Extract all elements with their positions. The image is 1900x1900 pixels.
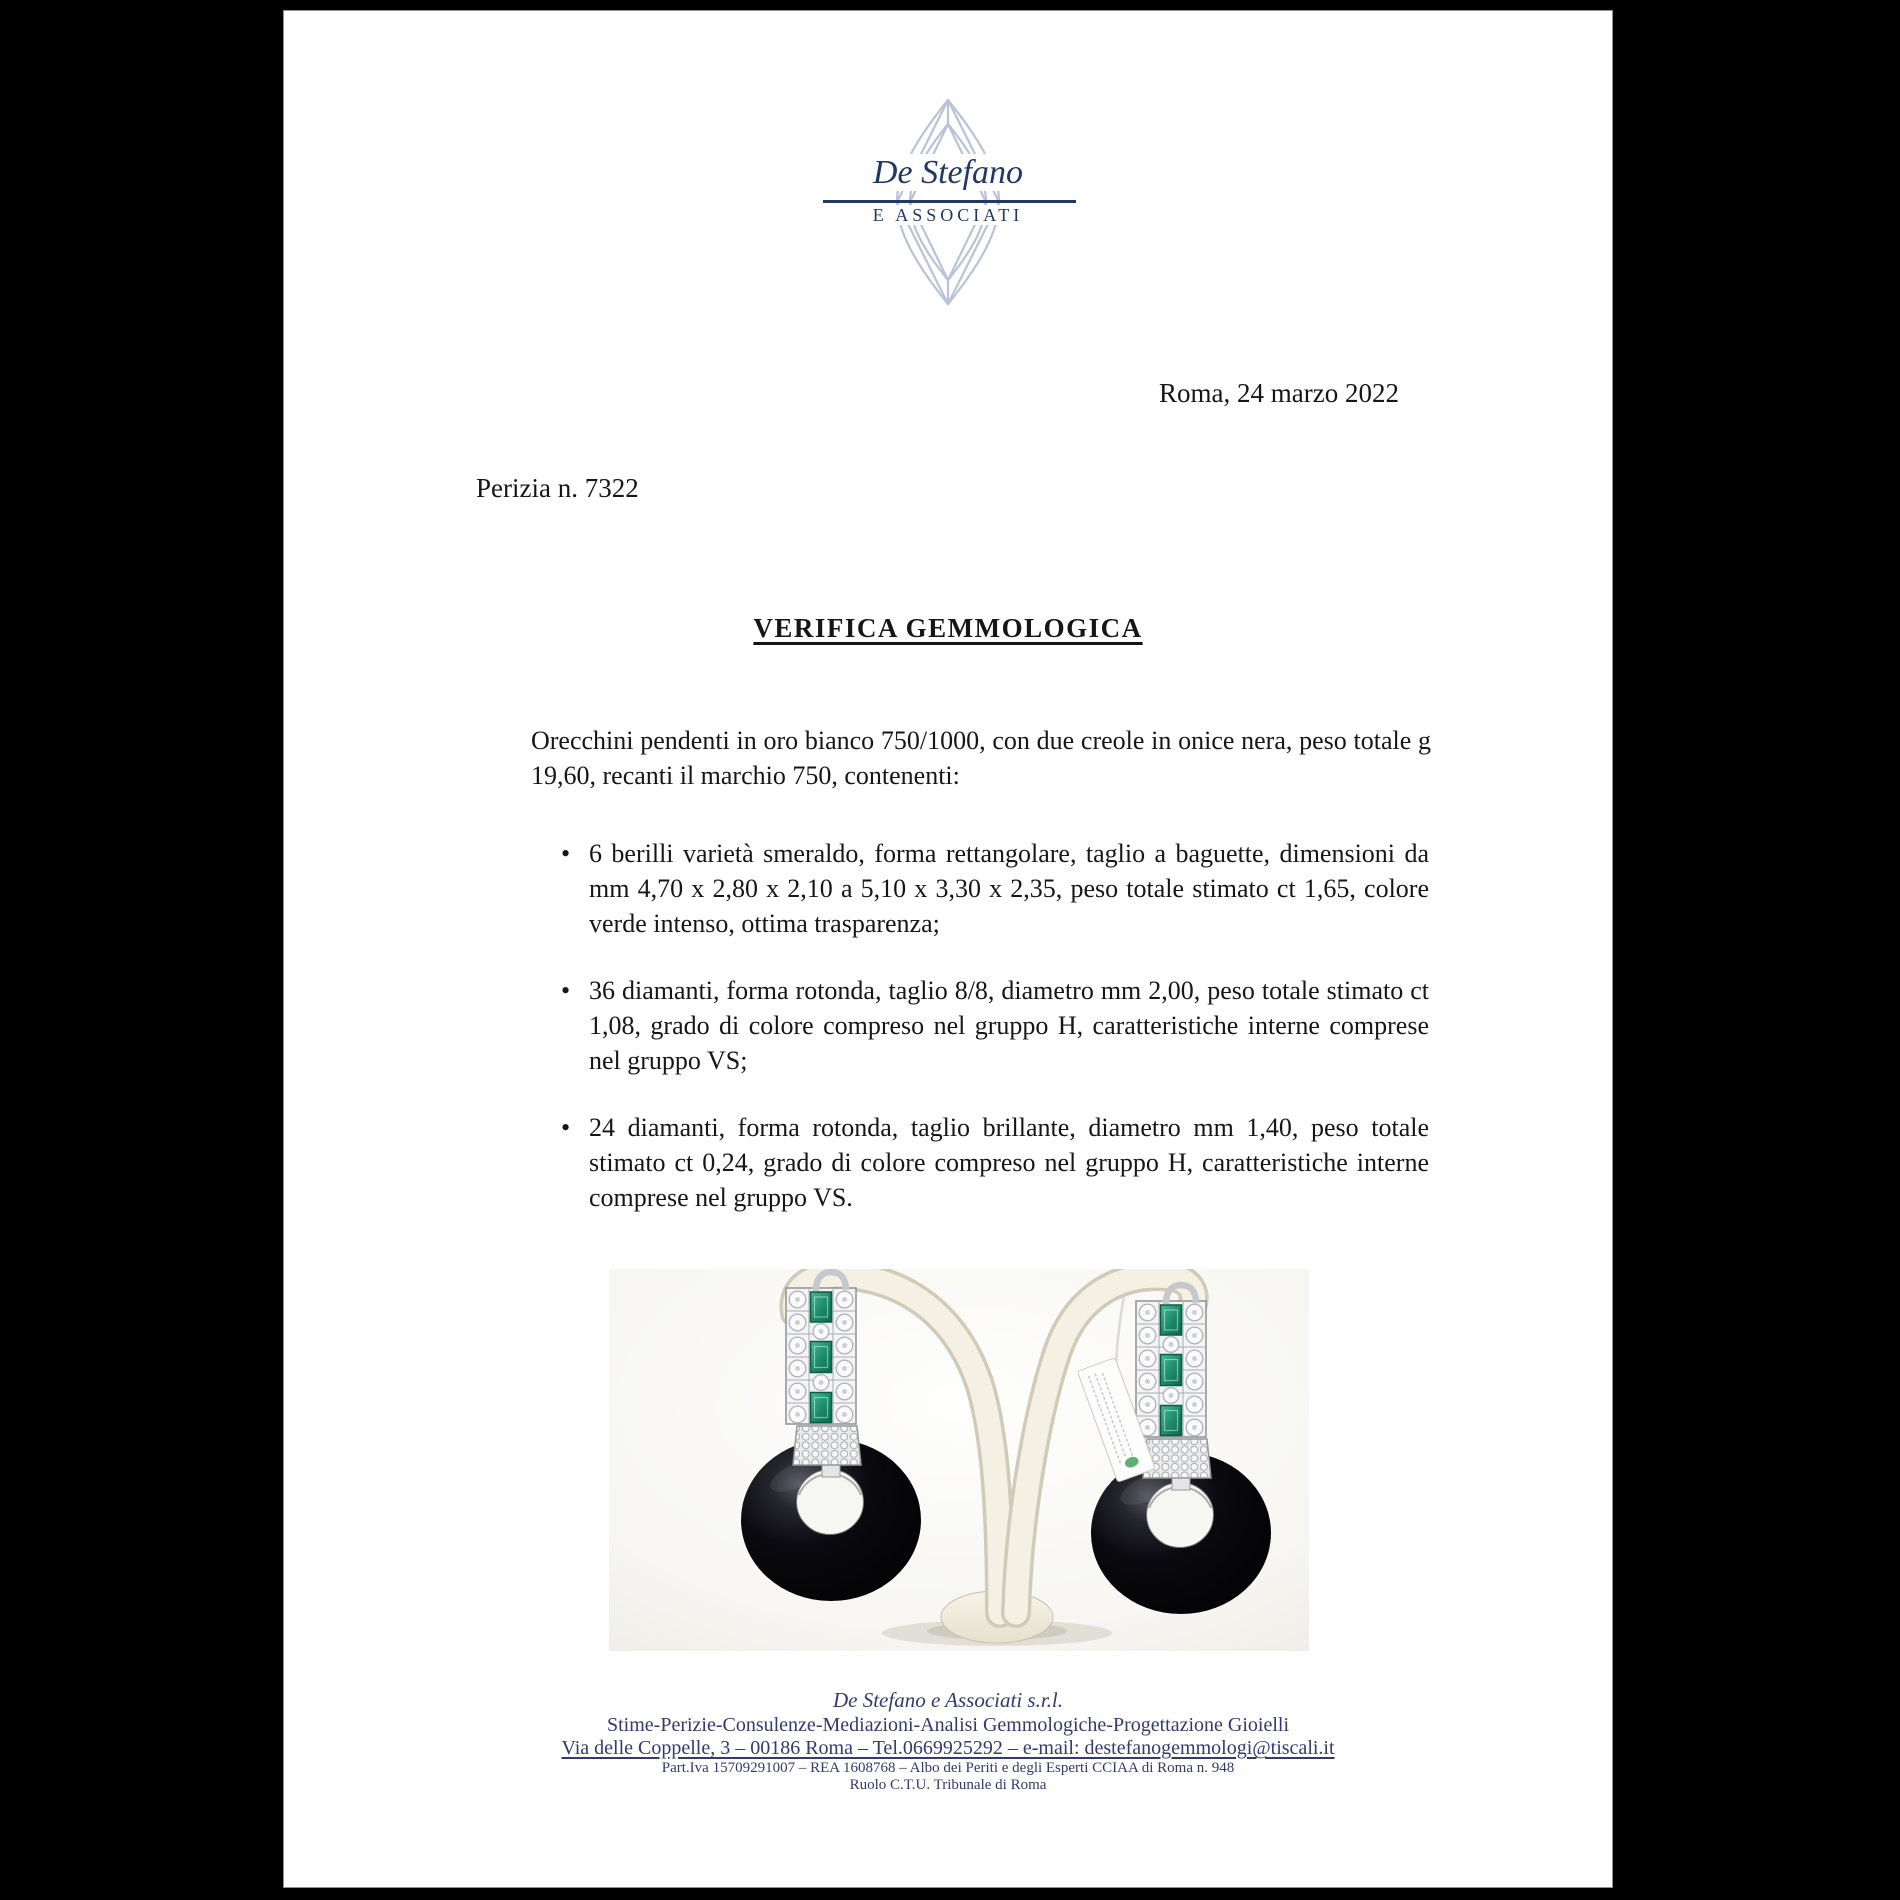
disc-hole (797, 1470, 864, 1535)
pave-diamond-block (793, 1426, 861, 1465)
date-line: Roma, 24 marzo 2022 (1159, 378, 1399, 408)
list-item-diamonds-brilliant: • 24 diamanti, forma rotonda, taglio brillante, diametro mm 1,40, peso totale stimato ct 0,24, grado di colore compreso nel gruppo H, caratteristiche interne comprese nel gruppo VS. (555, 1110, 1429, 1215)
logo-subtitle: E ASSOCIATI (284, 203, 1612, 227)
footer-company: De Stefano e Associati s.r.l. (832, 1688, 1063, 1712)
emerald-stones (811, 1292, 832, 1423)
footer (284, 1688, 1612, 1794)
report-number: Perizia n. 7322 (476, 473, 639, 503)
list-item-diamonds-8-8: • 36 diamanti, forma rotonda, taglio 8/8, diametro mm 2,00, peso totale stimato ct 1,08, grado di colore compreso nel gruppo H, caratteristiche interne comprese nel gruppo VS; (555, 973, 1429, 1078)
logo-company-name: De Stefano (284, 153, 1612, 193)
footer-court: Ruolo C.T.U. Tribunale di Roma (849, 1777, 1047, 1793)
connector (822, 1465, 840, 1477)
gem-description-list (555, 836, 1429, 1247)
certificate-page (283, 10, 1613, 1888)
footer-registration: Part.Iva 15709291007 – REA 1608768 – Albo dei Periti e degli Esperti CCIAA di Roma n. 948 (661, 1760, 1235, 1776)
earrings-photo (609, 1269, 1309, 1651)
footer-contact: Via delle Coppelle, 3 – 00186 Roma – Tel.0669925292 – e-mail: destefanogemmologi@tiscali.it (561, 1737, 1335, 1759)
document-title: VERIFICA GEMMOLOGICA (753, 613, 1143, 643)
list-item-emeralds: • 6 berilli varietà smeraldo, forma rettangolare, taglio a baguette, dimensioni da mm 4,70 x 2,80 x 2,10 a 5,10 x 3,30 x 2,35, peso totale stimato ct 1,65, colore verde intenso, ottima trasparenza; (555, 836, 1429, 941)
footer-services: Stime-Perizie-Consulenze-Mediazioni-Analisi Gemmologiche-Progettazione Gioielli (606, 1714, 1290, 1736)
diamond-emerald-bar (786, 1288, 856, 1424)
intro-paragraph: Orecchini pendenti in oro bianco 750/1000, con due creole in onice nera, peso totale g 19,60, recanti il marchio 750, contenenti: (531, 726, 1431, 790)
